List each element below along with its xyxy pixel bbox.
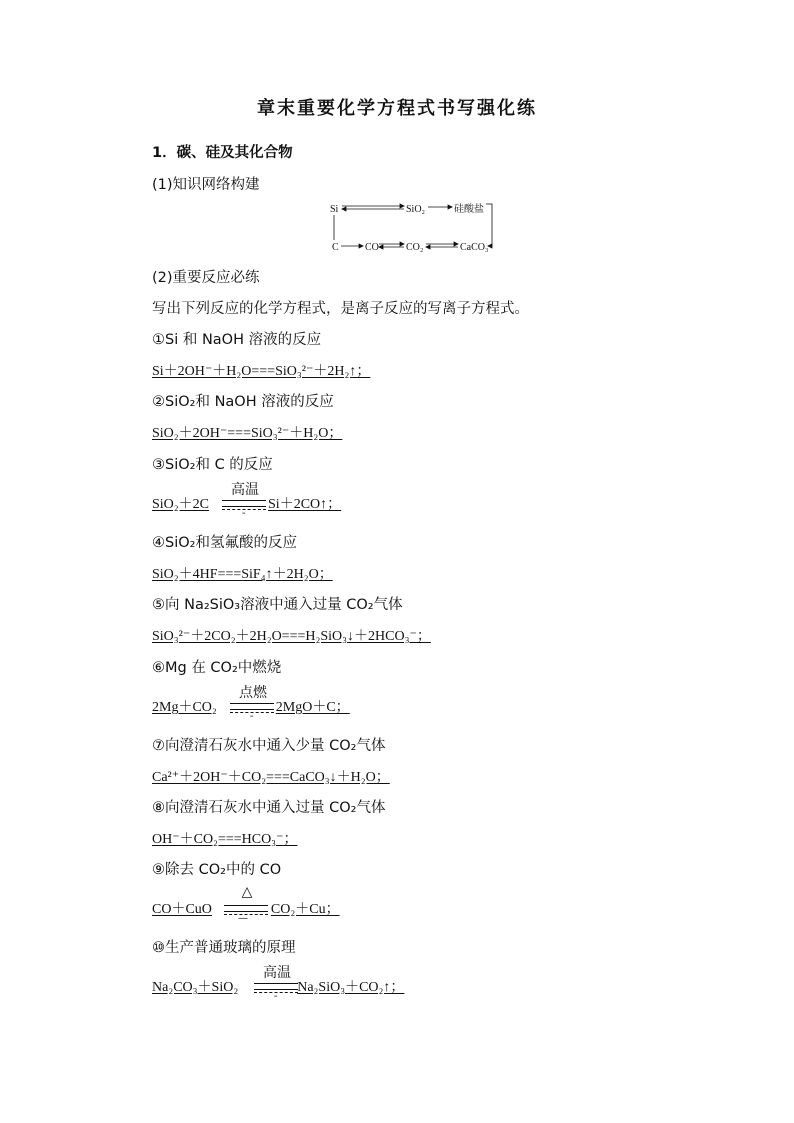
subsection-network: (1)知识网络构建 (152, 177, 260, 193)
question-8: ⑧向澄清石灰水中通入过量 CO₂气体 (152, 800, 386, 816)
equation-right: Si＋2CO↑； (268, 497, 342, 512)
equation-text: SiO₂＋4HF===SiF₄↑＋2H₂O； (152, 567, 333, 582)
equation-text: Ca²⁺＋2OH⁻＋CO₂===CaCO₃↓＋H₂O； (152, 770, 390, 785)
equation-right: Na₂SiO₃＋CO₂↑； (297, 980, 405, 995)
answer-2 (152, 422, 342, 442)
reaction-condition: 点燃 (239, 685, 267, 701)
answer-1 (152, 360, 370, 380)
reaction-condition: 高温 (231, 482, 259, 498)
question-9: ⑨除去 CO₂中的 CO (152, 862, 282, 878)
equals-sign (254, 983, 298, 990)
subsection-reactions: (2)重要反应必练 (152, 270, 260, 286)
node-si: Si (330, 204, 339, 215)
equation-left: SiO₂＋2C (152, 497, 210, 512)
equation-text: SiO₂＋2OH⁻===SiO₃²⁻＋H₂O； (152, 426, 343, 441)
answer-4 (152, 563, 333, 583)
equation-text: OH⁻＋CO₂===HCO₃⁻； (152, 832, 298, 847)
node-c: C (332, 242, 339, 253)
answer-8 (152, 828, 297, 848)
node-co: CO (365, 242, 379, 253)
equation-left: CO＋CuO (152, 902, 212, 917)
question-6: ⑥Mg 在 CO₂中燃烧 (152, 660, 282, 676)
equals-mark: - (250, 711, 254, 722)
node-silicate: 硅酸盐 (454, 204, 484, 215)
equation-right: 2MgO＋C； (275, 700, 350, 715)
section-heading: 1．碳、硅及其化合物 (152, 145, 293, 161)
answer-7 (152, 766, 390, 786)
reaction-condition: 高温 (263, 965, 291, 981)
question-4: ④SiO₂和氢氟酸的反应 (152, 535, 297, 551)
instruction-text: 写出下列反应的化学方程式，是离子反应的写离子方程式。 (152, 301, 529, 317)
equals-mark: - (274, 991, 278, 1002)
reaction-condition: △ (241, 884, 253, 900)
equation-right: CO₂＋Cu； (270, 902, 340, 917)
equation-left: 2Mg＋CO₂ (152, 700, 217, 715)
equals-sign (224, 905, 268, 912)
question-3: ③SiO₂和 C 的反应 (152, 457, 273, 473)
node-caco3: CaCO₃ (460, 242, 489, 253)
question-1: ①Si 和 NaOH 溶液的反应 (152, 332, 322, 348)
answer-5 (152, 625, 431, 645)
question-7: ⑦向澄清石灰水中通入少量 CO₂气体 (152, 738, 386, 754)
question-2: ②SiO₂和 NaOH 溶液的反应 (152, 394, 334, 410)
equals-mark: — (238, 913, 248, 924)
node-co2: CO₂ (406, 242, 424, 253)
page-title: 章末重要化学方程式书写强化练 (257, 98, 537, 119)
question-10: ⑩生产普通玻璃的原理 (152, 940, 296, 956)
equation-text: Si＋2OH⁻＋H₂O===SiO₃²⁻＋2H₂↑； (152, 364, 371, 379)
equals-sign (222, 500, 266, 507)
equals-sign (230, 703, 274, 710)
equation-text: SiO₃²⁻＋2CO₂＋2H₂O===H₂SiO₃↓＋2HCO₃⁻； (152, 629, 431, 644)
knowledge-network-diagram (328, 198, 500, 254)
equation-left: Na₂CO₃＋SiO₂ (152, 980, 239, 995)
equals-mark: - (242, 508, 246, 519)
question-5: ⑤向 Na₂SiO₃溶液中通入过量 CO₂气体 (152, 597, 403, 613)
node-sio2: SiO₂ (406, 204, 426, 215)
